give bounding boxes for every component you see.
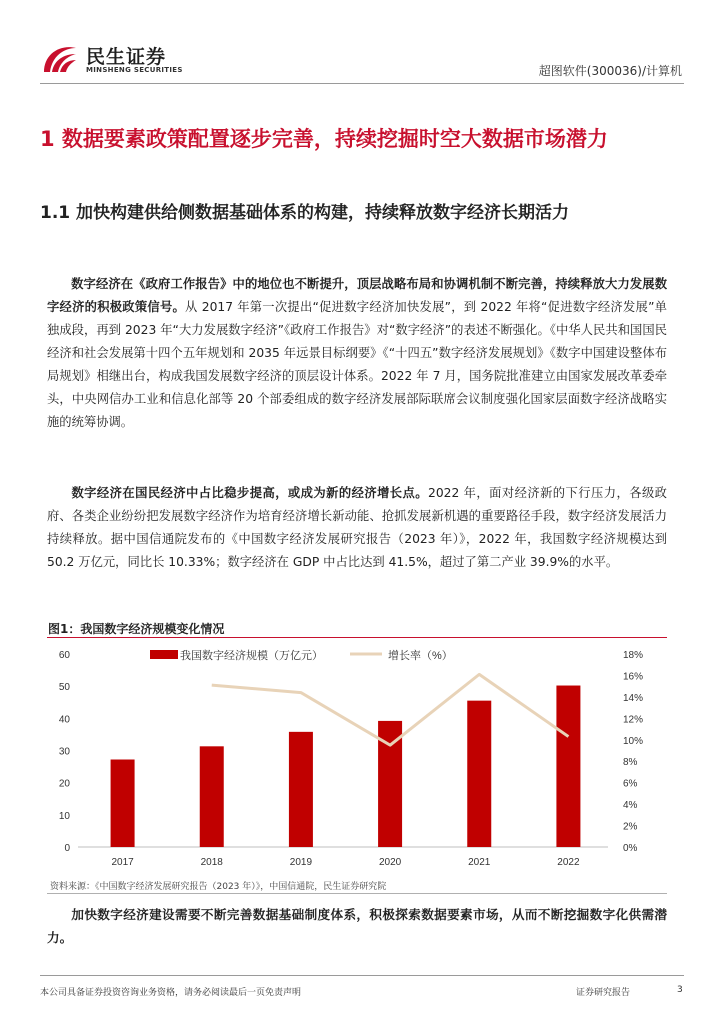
y-right-tick-label: 18% bbox=[623, 650, 644, 661]
footer-report-type: 证券研究报告 bbox=[576, 988, 631, 998]
paragraph-2-lead: 数字经济在国民经济中占比稳步提高，或成为新的经济增长点。 bbox=[71, 486, 429, 500]
bar bbox=[200, 746, 224, 847]
figure-title-rule bbox=[47, 637, 667, 638]
paragraph-1-body: 从 2017 年第一次提出“促进数字经济加快发展”，到 2022 年将“促进数字经济发展”单独成段，再到 2023 年“大力发展数字经济”《政府工作报告》对“数字经济”的表述不断强化。《中华人民共和国国民经济和社会发展第十四个五年规划和 2035 年远景目标纲要》《“十四五”数字经济发展规划》《数字中国建设整体布局规划》相继出台，构成我国发展数字经济的顶层设计体系。2022 年 7 月，国务院批准建立由国家发展改革委牵头，中央网信办工业和信息化部等 20 个部委组成的数字经济发展部际联席会议制度强化国家层面数字经济战略实施的统筹协调。 bbox=[47, 300, 667, 429]
bar bbox=[289, 732, 313, 847]
paragraph-1 bbox=[47, 273, 667, 434]
y-right-tick-label: 12% bbox=[623, 714, 644, 726]
digital-economy-chart bbox=[40, 642, 680, 872]
y-left-tick-label: 60 bbox=[58, 650, 70, 661]
figure-title: 图1：我国数字经济规模变化情况 bbox=[48, 622, 225, 636]
x-tick-label: 2021 bbox=[468, 857, 491, 868]
legend-line-label: 增长率（%） bbox=[388, 650, 453, 662]
footer-divider bbox=[40, 975, 684, 976]
subsection-heading: 1.1 加快构建供给侧数据基础体系的构建，持续释放数字经济长期活力 bbox=[40, 203, 570, 223]
y-left-tick-label: 10 bbox=[58, 810, 70, 822]
bar bbox=[111, 760, 135, 847]
y-right-tick-label: 6% bbox=[623, 778, 638, 790]
paragraph-2 bbox=[47, 482, 667, 574]
y-left-tick-label: 0 bbox=[64, 843, 70, 854]
logo-text-en: MINSHENG SECURITIES bbox=[86, 66, 183, 74]
y-right-tick-label: 16% bbox=[623, 671, 644, 683]
legend-bar-swatch bbox=[150, 650, 178, 659]
page-number: 3 bbox=[677, 985, 683, 995]
section-heading: 1 数据要素政策配置逐步完善，持续挖掘时空大数据市场潜力 bbox=[40, 127, 608, 151]
x-tick-label: 2020 bbox=[378, 857, 402, 868]
paragraph-2-body: 2022 年，面对经济新的下行压力，各级政府、各类企业纷纷把发展数字经济作为培育经济增长新动能、抢抓发展新机遇的重要路径手段，数字经济发展活力持续释放。据中国信通院发布的《中国数字经济发展研究报告（2023 年）》，2022 年，我国数字经济规模达到 50.2 万亿元，同比长 10.33%；数字经济在 GDP 中占比达到 41.5%，超过了第二产业 39.9%的水平。 bbox=[47, 486, 667, 569]
legend-bar-label: 我国数字经济规模（万亿元） bbox=[180, 650, 323, 662]
y-left-tick-label: 20 bbox=[58, 778, 70, 790]
footer-disclaimer: 本公司具备证券投资咨询业务资格，请务必阅读最后一页免责声明 bbox=[40, 988, 302, 998]
header-divider bbox=[40, 83, 684, 84]
y-right-tick-label: 4% bbox=[623, 800, 638, 812]
x-tick-label: 2017 bbox=[111, 857, 134, 868]
x-tick-label: 2019 bbox=[289, 857, 313, 868]
paragraph-1-lead: 数字经济在《政府工作报告》中的地位也不断提升，顶层战略布局和协调机制不断完善，持续释放大力发展数字经济的积极政策信号。 bbox=[47, 277, 667, 314]
minsheng-logo-icon bbox=[40, 42, 80, 76]
conclusion-paragraph bbox=[47, 903, 667, 949]
bar bbox=[556, 686, 580, 847]
logo-text-cn: 民生证券 bbox=[86, 46, 167, 68]
y-right-tick-label: 2% bbox=[623, 821, 638, 833]
y-right-tick-label: 14% bbox=[623, 692, 644, 704]
y-right-tick-label: 8% bbox=[623, 757, 638, 769]
x-tick-label: 2018 bbox=[200, 857, 223, 868]
figure-source: 资料来源：《中国数字经济发展研究报告（2023 年）》，中国信通院，民生证券研究院 bbox=[50, 882, 387, 892]
y-left-tick-label: 30 bbox=[58, 746, 70, 758]
y-left-tick-label: 50 bbox=[58, 682, 70, 694]
x-tick-label: 2022 bbox=[557, 857, 580, 868]
company-tag: 超图软件(300036)/计算机 bbox=[538, 64, 682, 78]
figure-source-rule bbox=[47, 893, 667, 894]
y-left-tick-label: 40 bbox=[58, 714, 70, 726]
y-right-tick-label: 10% bbox=[623, 735, 644, 747]
y-right-tick-label: 0% bbox=[623, 843, 638, 854]
bar bbox=[467, 701, 491, 847]
conclusion-text: 加快数字经济建设需要不断完善数据基础制度体系，积极探索数据要素市场，从而不断挖掘数字化供需潜力。 bbox=[47, 907, 667, 945]
